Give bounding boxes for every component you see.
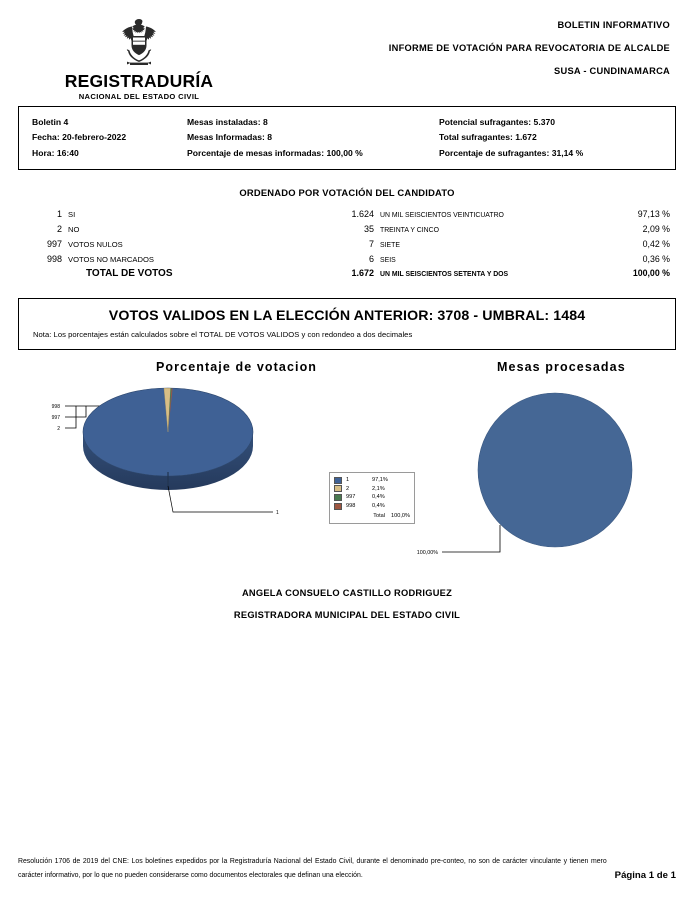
total-code [18, 266, 68, 282]
row-name: NO [68, 224, 80, 234]
tables-reported-pct: Porcentaje de mesas informadas: 100,00 % [187, 147, 363, 158]
tables-reported: Mesas Informadas: 8 [187, 132, 273, 143]
right-pie-leader-line [442, 525, 500, 552]
charts-area [18, 360, 676, 580]
row-words: TREINTA Y CINCO [380, 226, 439, 234]
row-votes: 35 [363, 223, 374, 234]
row-name: SI [68, 210, 76, 220]
row-code: 998 [46, 253, 62, 264]
row-words: SEIS [380, 256, 396, 264]
legend-item [334, 502, 410, 511]
page-header [18, 0, 676, 102]
registrar-name: ANGELA CONSUELO CASTILLO RODRIGUEZ [241, 587, 453, 598]
legend-value-997: 0,4% [372, 494, 385, 501]
municipality: SUSA - CUNDINAMARCA [554, 66, 670, 76]
left-chart-title: Porcentaje de votacion [156, 359, 318, 374]
row-votes: 1.624 [351, 209, 374, 220]
tables-installed: Mesas instaladas: 8 [187, 116, 268, 127]
page-number: Página 1 de 1 [614, 870, 676, 882]
valid-votes-box [18, 298, 676, 350]
legend-swatch-998 [334, 503, 342, 510]
table-row [18, 222, 676, 237]
legend-total-value: 100,0% [391, 512, 410, 519]
table-row [18, 207, 676, 222]
right-pie-data-label: 100,00% [416, 549, 438, 556]
total-pct: 100,00 % [632, 268, 670, 279]
legend-total-label: Total [373, 512, 386, 519]
total-voters: Total sufragantes: 1.672 [439, 132, 537, 143]
total-label: TOTAL DE VOTOS [86, 268, 173, 280]
results-title: ORDENADO POR VOTACIÓN DEL CANDIDATO [239, 186, 455, 198]
legend-key-1: 1 [346, 477, 350, 483]
bulletin-date: Fecha: 20-febrero-2022 [32, 132, 127, 143]
table-row [18, 251, 676, 266]
total-votes: 1.672 [351, 268, 374, 279]
brand-name: REGISTRADURÍA [64, 71, 214, 91]
bulletin-time: Hora: 16:40 [32, 147, 79, 158]
info-row [19, 145, 675, 161]
legend-swatch-2 [334, 485, 342, 492]
right-chart-title: Mesas procesadas [497, 359, 626, 374]
bulletin-type: BOLETIN INFORMATIVO [557, 20, 670, 30]
legend-value-1: 97,1% [372, 477, 388, 483]
info-row [19, 114, 675, 130]
legal-disclaimer: Resolución 1706 de 2019 del CNE: Los boletines expedidos por la Registraduría Nacional del Estado Civil, durante el denominado pre-conteo, no son de carácter vinculante y tienen mero carácter informativo, por lo que no pueden considerarse como documentos electorales que definan una elección. [18, 858, 607, 879]
legend-item [334, 485, 410, 494]
header-title-block [389, 14, 676, 89]
row-words: UN MIL SEISCIENTOS VEINTICUATRO [380, 212, 504, 220]
right-pie-slice-100 [478, 393, 632, 547]
row-name: VOTOS NO MARCADOS [68, 254, 154, 264]
left-pie-chart [52, 388, 279, 516]
row-pct: 2,09 % [642, 223, 670, 234]
row-name: VOTOS NULOS [68, 239, 123, 249]
legend-swatch-997 [334, 494, 342, 501]
page-footer [18, 855, 676, 882]
row-votes: 7 [368, 238, 374, 249]
left-pie-leader-line-1 [168, 486, 273, 512]
bulletin-info-box [18, 106, 676, 170]
voter-turnout-pct: Porcentaje de sufragantes: 31,14 % [439, 147, 584, 158]
colombia-coat-of-arms-icon [110, 14, 168, 72]
row-code: 1 [56, 209, 62, 220]
row-words: SIETE [380, 241, 400, 249]
row-pct: 0,42 % [642, 238, 670, 249]
row-votes: 6 [368, 253, 374, 264]
table-row [18, 236, 676, 251]
signature-block [18, 588, 676, 620]
legend-key-998: 998 [346, 502, 356, 509]
valid-votes-title: VOTOS VALIDOS EN LA ELECCIÓN ANTERIOR: 3708 - UMBRAL: 1484 [108, 307, 586, 324]
left-pie-label-998: 998 [51, 403, 60, 410]
legend-key-2: 2 [346, 485, 350, 492]
left-pie-label-2: 2 [57, 425, 60, 432]
legend-total-row [334, 511, 410, 521]
left-pie-label-997: 997 [51, 414, 60, 421]
results-table [18, 207, 676, 282]
row-code: 997 [46, 238, 62, 249]
table-total-row [18, 266, 676, 282]
legend-item [334, 493, 410, 502]
pie-legend [329, 472, 415, 524]
total-words: UN MIL SEISCIENTOS SETENTA Y DOS [380, 271, 509, 279]
legend-item [334, 476, 410, 485]
bulletin-number: Boletin 4 [32, 116, 69, 127]
legend-value-2: 2,1% [372, 485, 385, 492]
registrar-role: REGISTRADORA MUNICIPAL DEL ESTADO CIVIL [233, 609, 461, 620]
valid-votes-note: Nota: Los porcentajes están calculados sobre el TOTAL DE VOTOS VALIDOS y con redondeo a dos decimales [33, 329, 413, 339]
legend-swatch-1 [334, 477, 342, 484]
row-pct: 0,36 % [642, 253, 670, 264]
row-code: 2 [56, 223, 62, 234]
info-row [19, 130, 675, 146]
potential-voters: Potencial sufragantes: 5.370 [439, 116, 556, 127]
legend-value-998: 0,4% [372, 502, 385, 509]
right-pie-chart [417, 393, 632, 556]
row-pct: 97,13 % [637, 209, 670, 220]
registraduria-logo [18, 14, 234, 101]
pie-charts-svg [18, 360, 676, 580]
left-pie-label-1: 1 [276, 509, 279, 516]
report-title: INFORME DE VOTACIÓN PARA REVOCATORIA DE ALCALDE [388, 43, 670, 53]
legend-key-997: 997 [346, 494, 356, 501]
brand-subtitle: NACIONAL DEL ESTADO CIVIL [78, 91, 200, 101]
